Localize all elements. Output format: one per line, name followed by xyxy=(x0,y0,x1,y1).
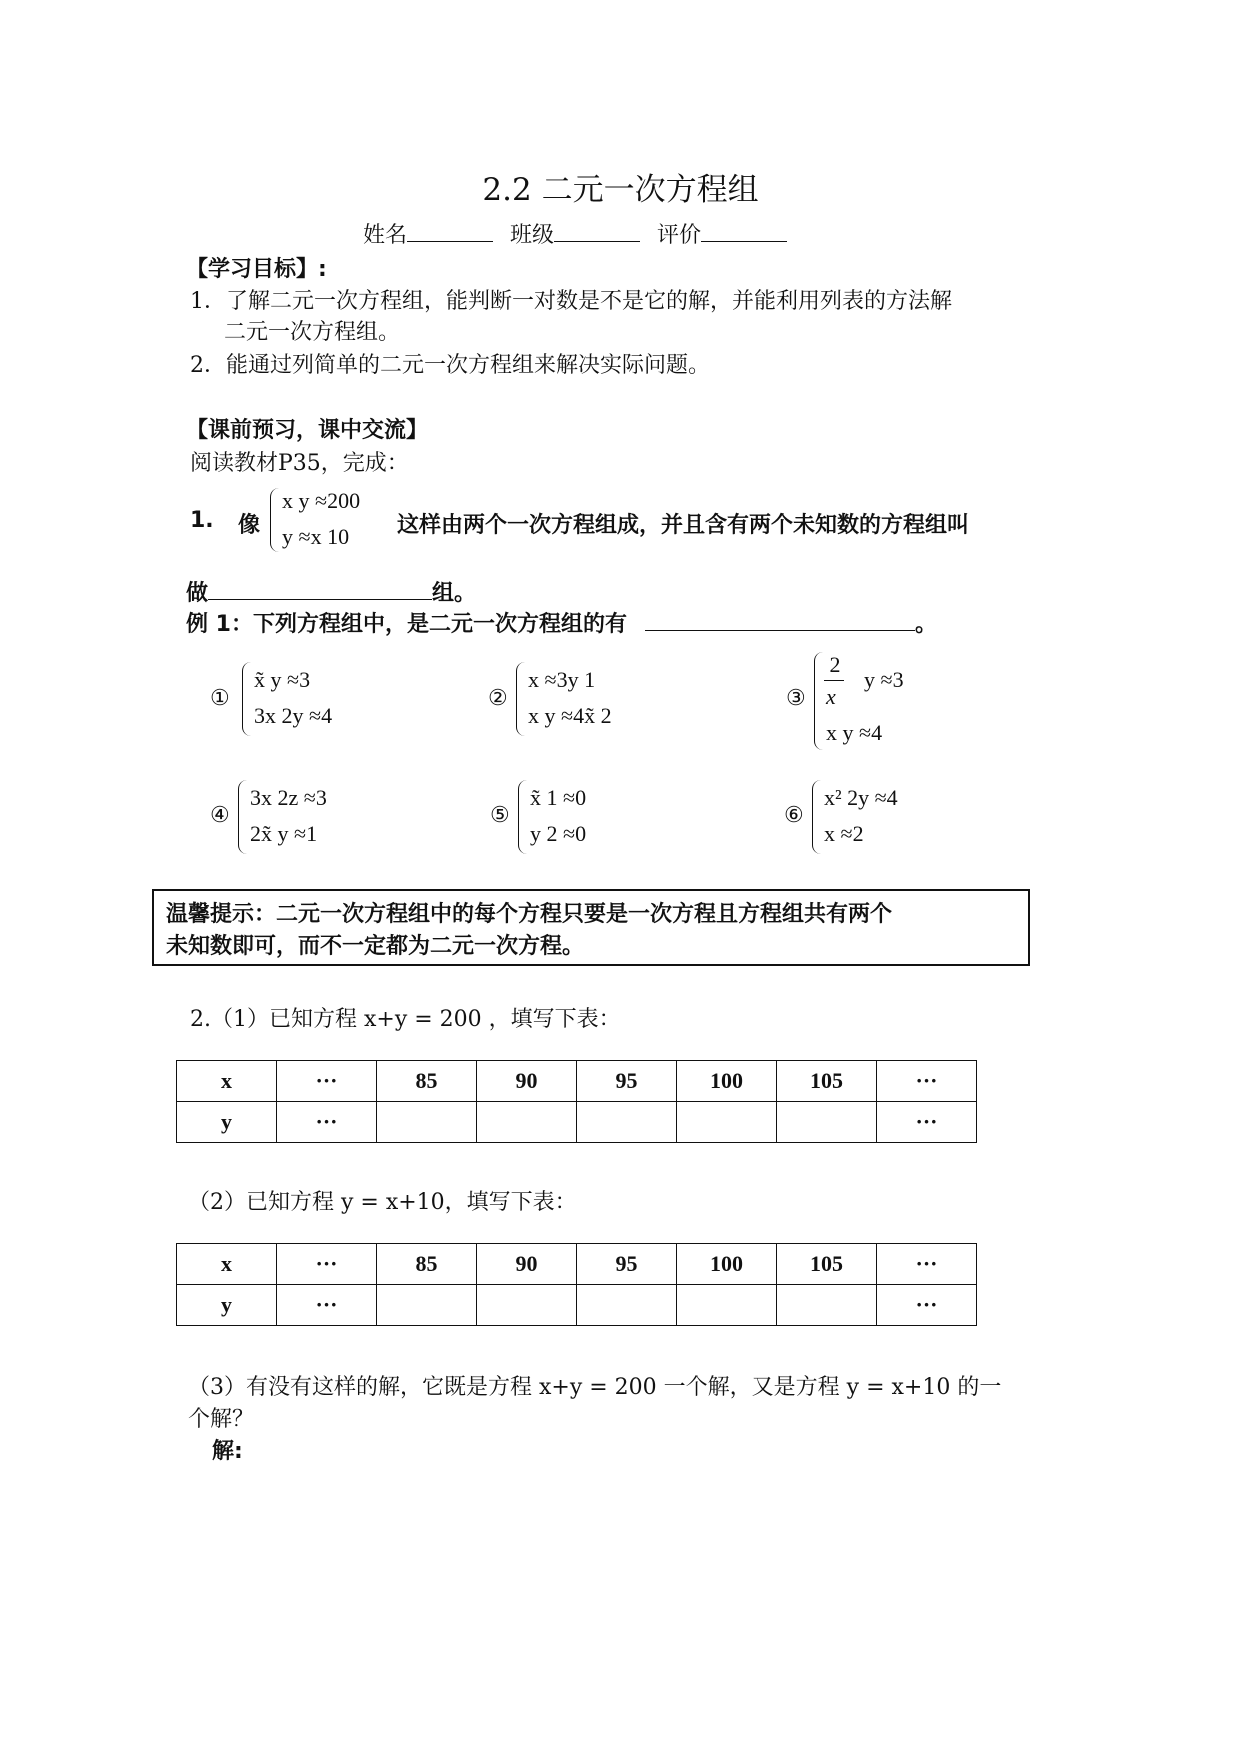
table-1-cell: ··· xyxy=(877,1102,977,1143)
q1-do: 做 xyxy=(186,581,209,606)
system-6-brace xyxy=(812,780,821,854)
preview-heading: 【课前预习，课中交流】 xyxy=(186,418,429,443)
class-label: 班级 xyxy=(510,223,555,248)
table-1-cell: 100 xyxy=(677,1061,777,1102)
page-title: 2.2 二元一次方程组 xyxy=(482,172,759,208)
table-2-cell: 105 xyxy=(777,1244,877,1285)
system-2-mark: ② xyxy=(488,686,508,711)
system-2-brace xyxy=(516,662,525,736)
read-instruction: 阅读教材P35，完成： xyxy=(190,451,409,476)
system-1-bottom: 3x 2y ≈4 xyxy=(254,703,333,728)
table-1-input-cell[interactable] xyxy=(777,1102,877,1143)
table-1-cell: 85 xyxy=(377,1061,477,1102)
table-1-cell: 105 xyxy=(777,1061,877,1102)
table-2-cell: ··· xyxy=(277,1285,377,1326)
system-5-bottom: y 2 ≈0 xyxy=(530,821,587,846)
table-2-input-cell[interactable] xyxy=(777,1285,877,1326)
table-2-input-cell[interactable] xyxy=(677,1285,777,1326)
system-3-mark: ③ xyxy=(786,686,806,711)
table-1-cell: ··· xyxy=(277,1102,377,1143)
table-2-cell: 95 xyxy=(577,1244,677,1285)
system-3-brace xyxy=(814,652,823,750)
table-1-cell: ··· xyxy=(877,1061,977,1102)
system-3-frac-bar xyxy=(824,680,844,681)
table-1-input-cell[interactable] xyxy=(377,1102,477,1143)
system-5-brace xyxy=(518,780,527,854)
example-1-end: 。 xyxy=(914,612,937,637)
example-1-prompt: 例 1：下列方程组中，是二元一次方程组的有 xyxy=(186,612,627,637)
q2-part1: 2.（1）已知方程 x+y = 200 ，填写下表： xyxy=(190,1007,621,1032)
q2-part3: （3）有没有这样的解，它既是方程 x+y = 200 一个解，又是方程 y = x+10 的一 xyxy=(188,1375,1002,1400)
q2-part3-cont: 个解？ xyxy=(188,1407,255,1432)
system-3-bottom: x y ≈4 xyxy=(826,720,883,745)
system-6-mark: ⑥ xyxy=(784,803,804,828)
table-1-cell: ··· xyxy=(277,1061,377,1102)
system-6-bottom: x ≈2 xyxy=(824,821,864,846)
table-2-row-x xyxy=(177,1244,977,1285)
table-2-cell: ··· xyxy=(877,1244,977,1285)
q1-line2 xyxy=(186,576,476,607)
q1-pre: 像 xyxy=(238,513,261,538)
student-info-line xyxy=(363,218,787,249)
table-2-cell: 90 xyxy=(477,1244,577,1285)
class-blank[interactable] xyxy=(554,221,640,242)
example-1-blank[interactable] xyxy=(645,610,915,631)
objective-2: 2．能通过列简单的二元一次方程组来解决实际问题。 xyxy=(190,353,710,378)
table-2-input-cell[interactable] xyxy=(477,1285,577,1326)
system-4-mark: ④ xyxy=(210,803,230,828)
system-6-top: x² 2y ≈4 xyxy=(824,785,898,810)
table-1-input-cell[interactable] xyxy=(577,1102,677,1143)
table-1-cell: 90 xyxy=(477,1061,577,1102)
q1-post: 这样由两个一次方程组成，并且含有两个未知数的方程组叫 xyxy=(397,513,970,538)
q1-eq-top: x y ≈200 xyxy=(282,488,361,513)
answer-label: 解: xyxy=(212,1439,243,1464)
objective-1-cont: 二元一次方程组。 xyxy=(224,320,401,345)
system-2-bottom: x y ≈4x̃ 2 xyxy=(528,703,612,728)
table-1 xyxy=(176,1060,977,1143)
q2-part2: （2）已知方程 y = x+10，填写下表： xyxy=(188,1190,577,1215)
name-blank[interactable] xyxy=(407,221,493,242)
table-1-input-cell[interactable] xyxy=(477,1102,577,1143)
table-1-row-y xyxy=(177,1102,977,1143)
q1-answer-blank[interactable] xyxy=(208,579,432,600)
system-1-brace xyxy=(242,662,251,736)
grade-label: 评价 xyxy=(657,223,702,248)
name-label: 姓名 xyxy=(363,223,408,248)
system-4-bottom: 2x̃ y ≈1 xyxy=(250,821,318,846)
example-1-text xyxy=(186,607,937,638)
system-4-top: 3x 2z ≈3 xyxy=(250,785,327,810)
system-4-brace xyxy=(238,780,247,854)
system-2-top: x ≈3y 1 xyxy=(528,667,596,692)
system-3-frac-den: x xyxy=(826,684,836,709)
q1-number: 1. xyxy=(190,508,214,533)
grade-blank[interactable] xyxy=(701,221,787,242)
system-5-mark: ⑤ xyxy=(490,803,510,828)
table-2-cell: y xyxy=(177,1285,277,1326)
tip-line-2: 未知数即可，而不一定都为二元一次方程。 xyxy=(166,934,585,959)
table-2 xyxy=(176,1243,977,1326)
table-2-input-cell[interactable] xyxy=(377,1285,477,1326)
objectives-heading: 【学习目标】: xyxy=(186,257,327,282)
tip-line-1: 温馨提示：二元一次方程组中的每个方程只要是一次方程且方程组共有两个 xyxy=(166,902,893,927)
table-2-input-cell[interactable] xyxy=(577,1285,677,1326)
table-1-input-cell[interactable] xyxy=(677,1102,777,1143)
table-1-cell: x xyxy=(177,1061,277,1102)
table-1-cell: y xyxy=(177,1102,277,1143)
objective-1: 1．了解二元一次方程组，能判断一对数是不是它的解，并能利用列表的方法解 xyxy=(190,289,952,314)
table-1-cell: 95 xyxy=(577,1061,677,1102)
system-3-top-rest: y ≈3 xyxy=(864,667,904,692)
table-1-row-x xyxy=(177,1061,977,1102)
table-2-cell: 100 xyxy=(677,1244,777,1285)
table-2-cell: x xyxy=(177,1244,277,1285)
system-5-top: x̃ 1 ≈0 xyxy=(530,785,587,810)
table-2-row-y xyxy=(177,1285,977,1326)
system-3-frac-num: 2 xyxy=(829,652,841,677)
table-2-cell: ··· xyxy=(277,1244,377,1285)
q1-group: 组。 xyxy=(432,581,477,606)
q1-eq-bottom: y ≈x 10 xyxy=(282,524,350,549)
system-1-top: x̃ y ≈3 xyxy=(254,667,311,692)
q1-brace xyxy=(270,488,279,552)
table-2-cell: 85 xyxy=(377,1244,477,1285)
system-1-mark: ① xyxy=(210,686,230,711)
table-2-cell: ··· xyxy=(877,1285,977,1326)
